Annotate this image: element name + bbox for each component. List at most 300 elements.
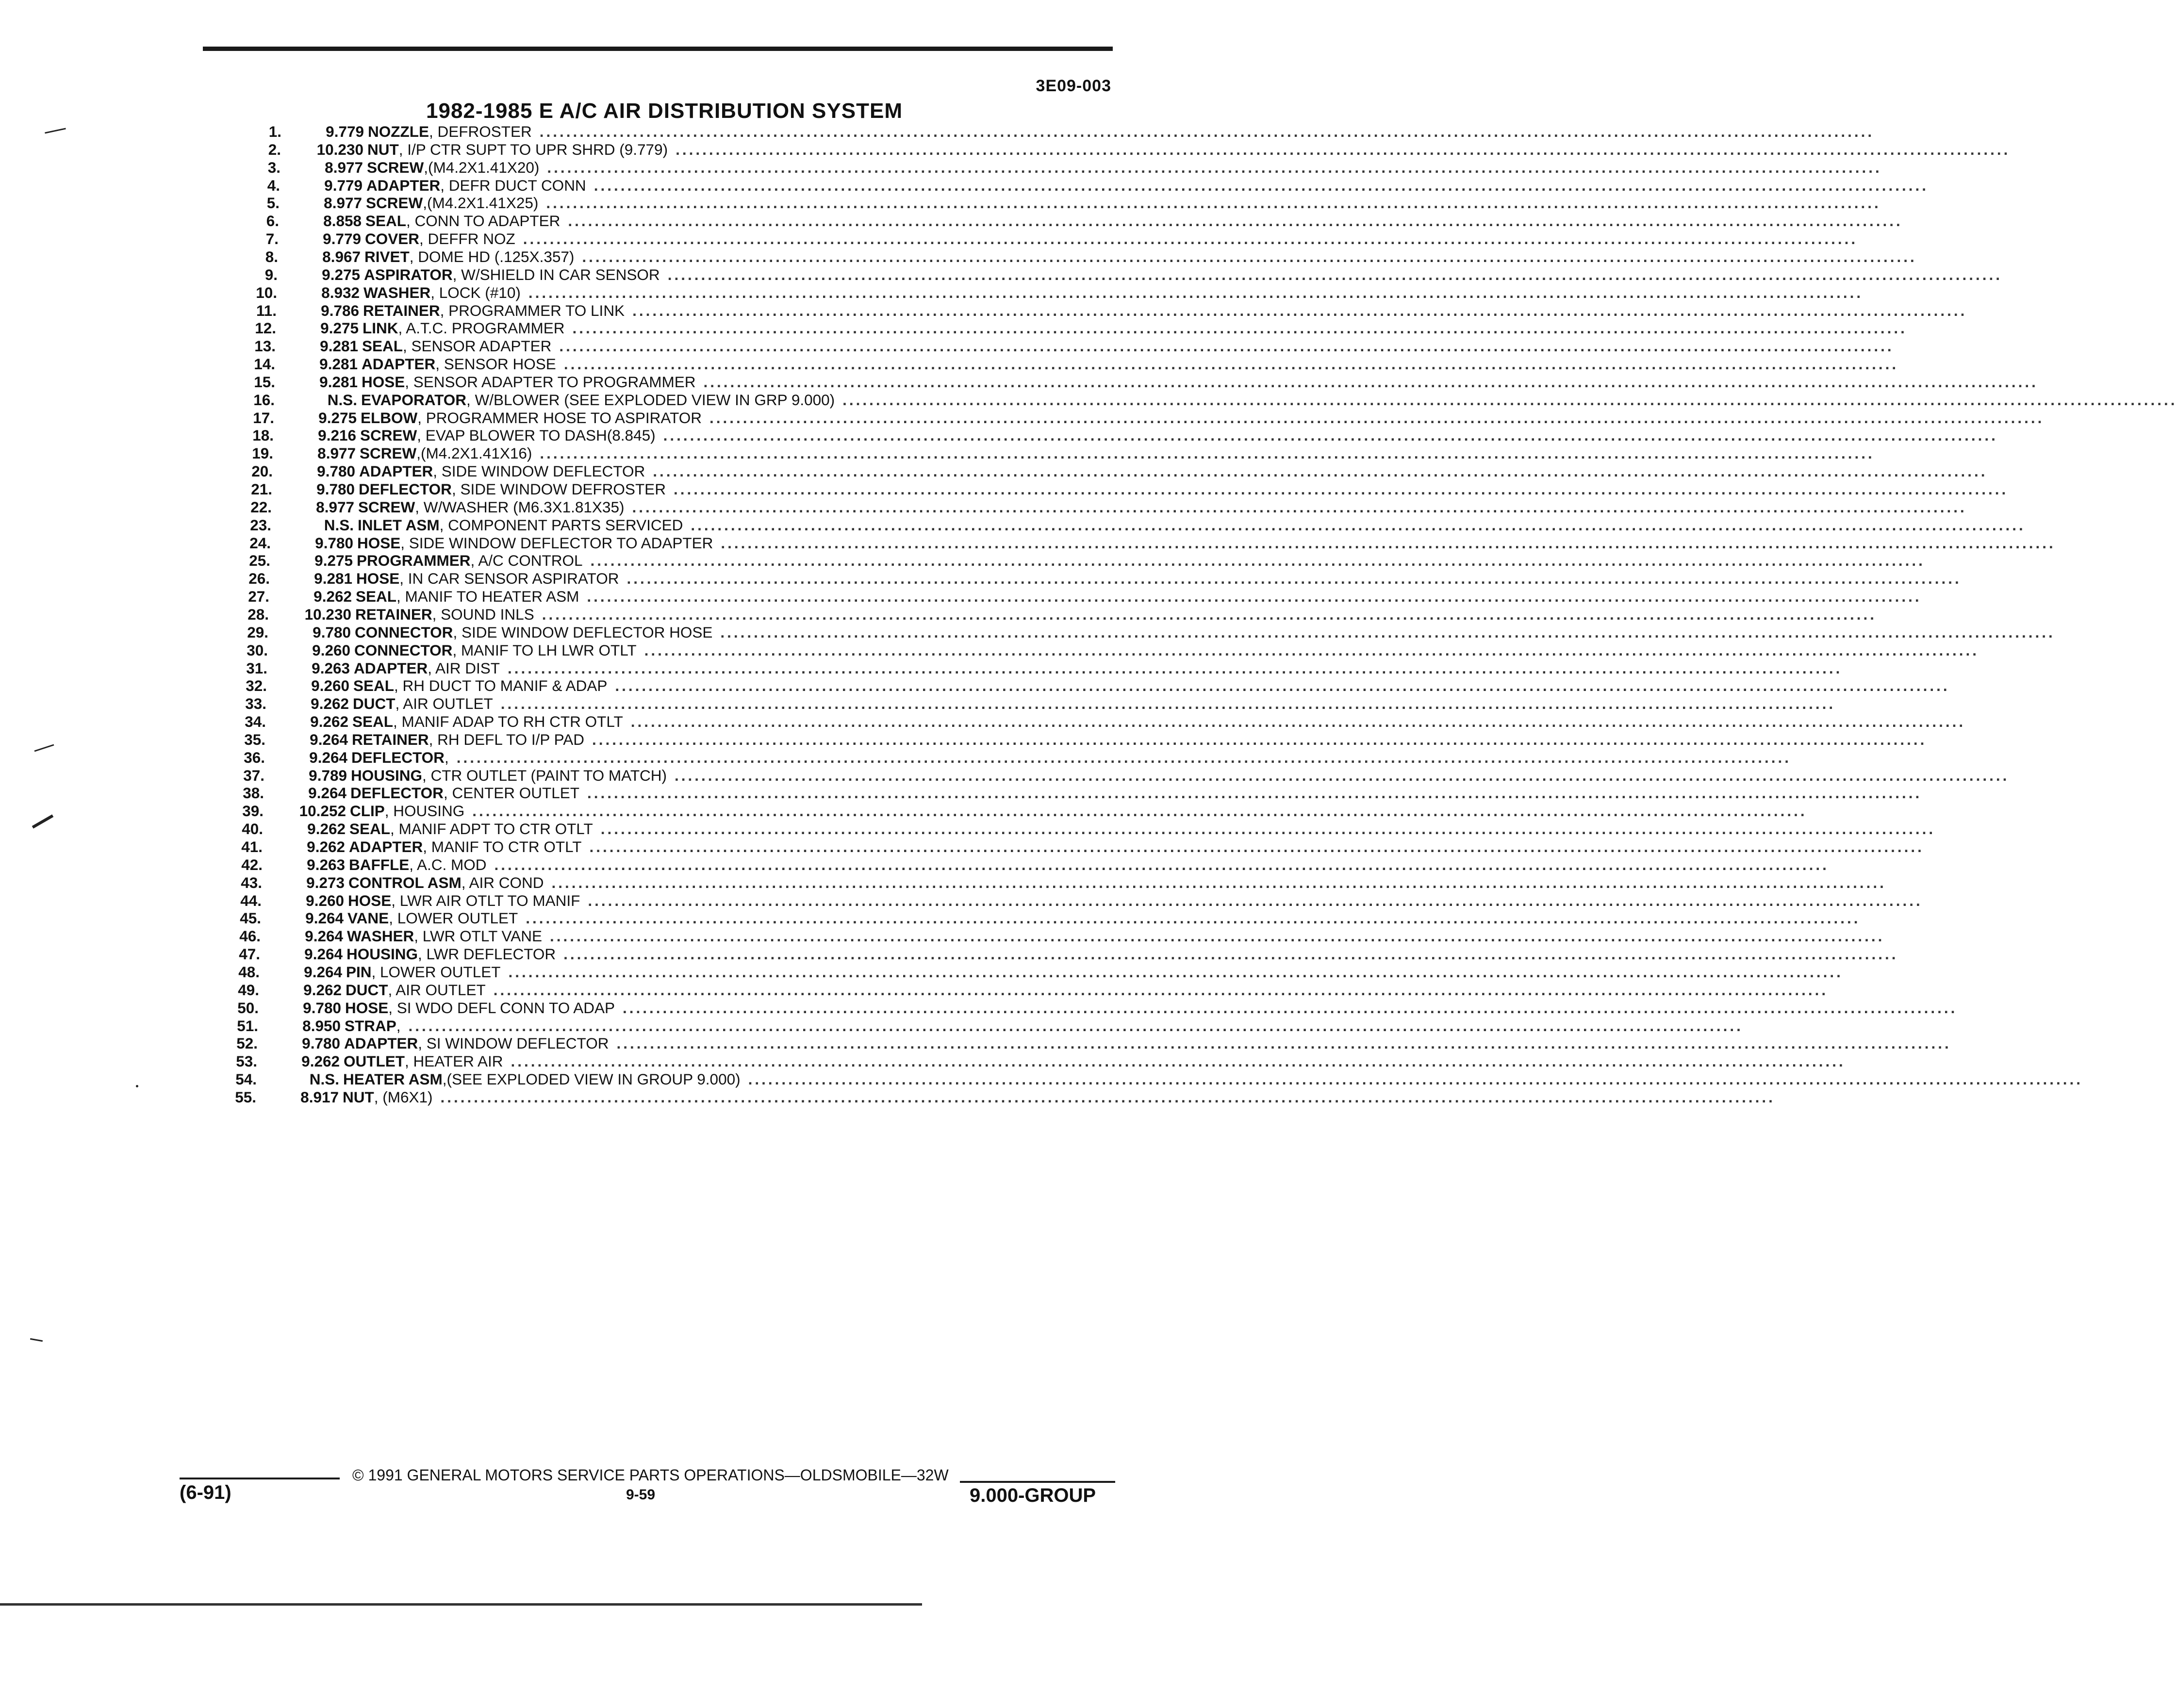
dot-leader: ........................................................................................................................................................................................................: [588, 892, 1923, 909]
group-label: 9.000-GROUP: [970, 1485, 1096, 1506]
part-name: RETAINER: [355, 606, 432, 623]
group-number: 9.779: [323, 230, 361, 247]
part-detail: , COMPONENT PARTS SERVICED: [439, 516, 683, 534]
dot-leader: ........................................................................................................................................................................................................: [627, 570, 1962, 587]
part-row: [0, 552, 1925, 570]
part-name: SEAL: [353, 677, 395, 694]
part-row: [0, 874, 1886, 892]
group-number: 9.780: [313, 624, 351, 641]
group-number: 8.977: [324, 194, 362, 212]
item-number: 16.: [253, 391, 275, 409]
part-description: [363, 302, 1967, 320]
dot-leader: ........................................................................................................................................................................................................: [632, 498, 1967, 516]
part-name: NUT: [343, 1088, 374, 1106]
part-row: [0, 248, 1917, 266]
item-number: 30.: [247, 641, 268, 659]
item-number: 17.: [253, 409, 274, 427]
part-row: [0, 999, 1958, 1017]
part-row: [0, 981, 1829, 999]
part-row: [0, 212, 1903, 230]
part-description: [356, 570, 1962, 588]
part-name: OUTLET: [344, 1052, 405, 1070]
part-name: HOSE: [345, 999, 389, 1017]
part-row: [0, 266, 2003, 284]
part-name: STRAP: [345, 1017, 396, 1035]
group-number: N.S.: [309, 1070, 339, 1088]
part-name: SEAL: [362, 337, 403, 355]
dot-leader: ........................................................................................................................................................................................................: [582, 248, 1917, 265]
part-detail: , SENSOR HOSE: [435, 355, 556, 373]
part-row: [0, 677, 1950, 695]
dot-leader: ........................................................................................................................................................................................................: [587, 784, 1922, 802]
part-detail: , LWR DEFLECTOR: [418, 945, 556, 963]
group-number: 9.273: [306, 874, 345, 891]
part-name: HEATER ASM: [343, 1070, 443, 1088]
part-name: HOUSING: [351, 767, 423, 784]
part-name: VANE: [347, 909, 389, 927]
dot-leader: ........................................................................................................................................................................................................: [663, 427, 1998, 444]
group-number: 9.264: [310, 731, 348, 748]
part-row: [0, 784, 1922, 802]
part-description: [366, 177, 1929, 195]
part-description: [351, 749, 1792, 767]
group-number: 8.977: [316, 498, 354, 516]
part-name: ASPIRATOR: [364, 266, 453, 283]
part-name: RIVET: [364, 248, 410, 265]
part-row: [0, 534, 2056, 552]
part-name: EVAPORATOR: [361, 391, 467, 409]
part-detail: , HEATER AIR: [405, 1052, 503, 1070]
part-detail: , A.C. MOD: [409, 856, 487, 873]
dot-leader: ........................................................................................................................................................................................................: [589, 838, 1924, 855]
group-number: 9.260: [306, 892, 344, 909]
part-detail: , AIR COND: [461, 874, 544, 891]
group-number: 8.917: [300, 1088, 339, 1106]
part-name: SCREW: [360, 427, 417, 444]
item-number: 53.: [236, 1052, 257, 1070]
part-description: [357, 534, 2056, 552]
item-number: 2.: [268, 141, 281, 158]
page-number: 9-59: [626, 1487, 656, 1503]
group-number: 9.262: [311, 695, 349, 712]
part-description: [367, 141, 2011, 159]
part-name: ADAPTER: [349, 838, 423, 855]
dot-leader: ........................................................................................................................................................................................................: [644, 641, 1979, 659]
dot-leader: ........................................................................................................................................................................................................: [600, 820, 1936, 838]
group-number: N.S.: [327, 391, 357, 409]
item-number: 51.: [237, 1017, 258, 1035]
part-description: [358, 516, 2026, 534]
part-row: [0, 123, 1875, 141]
item-number: 18.: [252, 427, 274, 444]
part-description: [349, 820, 1936, 838]
part-detail: , PROGRAMMER TO LINK: [440, 302, 625, 319]
item-number: 5.: [266, 194, 280, 212]
part-detail: , RH DUCT TO MANIF & ADAP: [394, 677, 608, 694]
part-description: [361, 391, 2177, 409]
dot-leader: ........................................................................................................................................................................................................: [632, 302, 1967, 319]
part-detail: , W/BLOWER (SEE EXPLODED VIEW IN GRP 9.000): [466, 391, 835, 409]
dot-leader: ........................................................................................................................................................................................................: [494, 856, 1829, 873]
group-number: 9.275: [318, 409, 357, 427]
dot-leader: ........................................................................................................................................................................................................: [709, 409, 2045, 427]
part-row: [0, 498, 1967, 516]
part-name: SCREW: [366, 194, 423, 212]
part-name: BAFFLE: [349, 856, 410, 873]
group-number: 8.967: [322, 248, 361, 265]
part-detail: , SI WINDOW DEFLECTOR: [418, 1035, 609, 1052]
part-description: [354, 659, 1843, 677]
part-description: [364, 248, 1917, 266]
dot-leader: ........................................................................................................................................................................................................: [563, 945, 1898, 963]
part-name: HOSE: [357, 534, 401, 552]
group-number: 9.264: [305, 927, 343, 945]
part-name: SEAL: [352, 713, 394, 730]
dot-leader: ........................................................................................................................................................................................................: [568, 212, 1903, 230]
dot-leader: ........................................................................................................................................................................................................: [675, 767, 2010, 784]
part-description: [365, 230, 1858, 248]
item-number: 15.: [254, 373, 275, 391]
group-number: 9.779: [326, 123, 364, 140]
part-description: [355, 606, 1877, 624]
part-name: ADAPTER: [354, 659, 428, 677]
item-number: 39.: [242, 802, 264, 820]
group-number: 9.262: [313, 588, 352, 605]
part-description: [358, 498, 1967, 516]
part-detail: , LWR OTLT VANE: [414, 927, 542, 945]
part-detail: , LOWER OUTLET: [389, 909, 518, 927]
part-detail: , SENSOR ADAPTER TO PROGRAMMER: [405, 373, 696, 391]
part-description: [360, 444, 1875, 462]
group-number: 9.216: [318, 427, 356, 444]
dot-leader: ........................................................................................................................................................................................................: [615, 677, 1950, 694]
part-row: [0, 373, 2038, 391]
part-row: [0, 516, 2026, 534]
part-name: HOSE: [362, 373, 405, 391]
group-number: 9.780: [315, 534, 353, 552]
group-number: 9.263: [307, 856, 345, 873]
part-description: [347, 927, 1885, 945]
part-name: PROGRAMMER: [357, 552, 471, 569]
part-description: [359, 462, 1988, 480]
part-name: SEAL: [349, 820, 391, 838]
item-number: 49.: [238, 981, 259, 999]
dot-leader: ........................................................................................................................................................................................................: [493, 981, 1829, 999]
group-number: 9.264: [308, 784, 346, 802]
part-row: [0, 838, 1924, 856]
scan-mark: [30, 1338, 43, 1342]
part-detail: , RH DEFL TO I/P PAD: [429, 731, 585, 748]
top-rule: [203, 47, 1113, 51]
group-number: 9.275: [314, 552, 353, 569]
part-name: RETAINER: [363, 302, 440, 319]
document-code: 3E09-003: [1036, 77, 1111, 95]
part-description: [346, 963, 1843, 981]
dot-leader: ........................................................................................................................................................................................................: [526, 909, 1861, 927]
part-detail: , LWR AIR OTLT TO MANIF: [391, 892, 580, 909]
part-row: [0, 695, 1836, 713]
group-number: 9.780: [303, 999, 341, 1017]
part-detail: , SIDE WINDOW DEFLECTOR: [433, 462, 645, 480]
group-number: 9.260: [312, 641, 350, 659]
part-detail: , (M6X1): [374, 1088, 433, 1106]
item-number: 54.: [235, 1070, 257, 1088]
dot-leader: ........................................................................................................................................................................................................: [540, 444, 1875, 462]
item-number: 40.: [242, 820, 263, 838]
part-row: [0, 641, 1979, 659]
dot-leader: ........................................................................................................................................................................................................: [721, 534, 2056, 552]
dot-leader: ........................................................................................................................................................................................................: [594, 177, 1929, 194]
part-name: DEFLECTOR: [359, 480, 452, 498]
group-number: 8.950: [302, 1017, 341, 1035]
group-number: 9.260: [311, 677, 349, 694]
part-description: [351, 767, 2010, 785]
part-detail: , MANIF TO CTR OTLT: [423, 838, 582, 855]
part-name: DEFLECTOR: [351, 749, 445, 766]
part-row: [0, 909, 1861, 927]
part-name: WASHER: [347, 927, 414, 945]
part-description: [344, 1052, 1846, 1070]
group-number: 9.262: [301, 1052, 340, 1070]
item-number: 41.: [241, 838, 263, 855]
part-row: [0, 606, 1877, 624]
item-number: 25.: [249, 552, 270, 569]
part-detail: , DEFFR NOZ: [419, 230, 515, 247]
part-row: [0, 177, 1929, 195]
item-number: 42.: [241, 856, 263, 873]
part-detail: , DOME HD (.125X.357): [409, 248, 575, 265]
dot-leader: ........................................................................................................................................................................................................: [667, 266, 2003, 283]
part-detail: , AIR OUTLET: [388, 981, 486, 999]
part-name: DUCT: [353, 695, 396, 712]
item-number: 9.: [264, 266, 278, 283]
part-row: [0, 624, 2055, 641]
dot-leader: ........................................................................................................................................................................................................: [547, 159, 1882, 176]
item-number: 55.: [235, 1088, 256, 1106]
part-description: [362, 373, 2038, 391]
part-row: [0, 945, 1898, 963]
item-number: 24.: [249, 534, 271, 552]
part-detail: , PROGRAMMER HOSE TO ASPIRATOR: [417, 409, 702, 427]
dot-leader: ........................................................................................................................................................................................................: [563, 355, 1899, 373]
item-number: 8.: [265, 248, 278, 265]
item-number: 12.: [255, 319, 276, 337]
item-number: 26.: [248, 570, 270, 587]
group-number: N.S.: [324, 516, 354, 534]
part-description: [344, 1035, 1951, 1052]
part-description: [362, 337, 1894, 355]
dot-leader: ........................................................................................................................................................................................................: [703, 373, 2038, 391]
part-detail: , MANIF ADPT TO CTR OTLT: [390, 820, 593, 838]
group-number: 9.264: [305, 909, 344, 927]
part-description: [353, 677, 1950, 695]
part-description: [353, 695, 1836, 713]
dot-leader: ........................................................................................................................................................................................................: [472, 802, 1807, 820]
dot-leader: ........................................................................................................................................................................................................: [456, 749, 1792, 766]
part-name: HOSE: [356, 570, 400, 587]
item-number: 33.: [245, 695, 266, 712]
part-detail: ,: [444, 749, 449, 766]
group-number: 9.780: [317, 462, 355, 480]
part-row: [0, 767, 2010, 785]
group-number: 9.786: [321, 302, 359, 319]
item-number: 6.: [266, 212, 279, 230]
group-number: 9.262: [307, 820, 346, 838]
item-number: 14.: [254, 355, 275, 373]
part-detail: , CENTER OUTLET: [443, 784, 579, 802]
part-description: [368, 123, 1875, 141]
part-detail: , CTR OUTLET (PAINT TO MATCH): [422, 767, 667, 784]
footer-rule-right: [960, 1481, 1115, 1483]
part-description: [343, 1070, 2083, 1088]
item-number: 35.: [244, 731, 265, 748]
part-detail: , LOCK (#10): [430, 284, 521, 301]
group-number: 9.789: [309, 767, 347, 784]
group-number: 8.977: [317, 444, 356, 462]
dot-leader: ........................................................................................................................................................................................................: [539, 123, 1875, 140]
group-number: 8.977: [325, 159, 363, 176]
dot-leader: ........................................................................................................................................................................................................: [691, 516, 2026, 534]
part-description: [348, 874, 1886, 892]
part-row: [0, 159, 1882, 177]
part-row: [0, 570, 1962, 588]
part-name: SEAL: [365, 212, 407, 230]
part-description: [346, 981, 1829, 999]
part-row: [0, 1088, 1775, 1106]
part-name: INLET ASM: [358, 516, 440, 534]
item-number: 13.: [254, 337, 276, 355]
part-row: [0, 820, 1936, 838]
group-number: 9.264: [309, 749, 347, 766]
part-name: PIN: [346, 963, 372, 981]
group-number: 9.779: [324, 177, 363, 194]
part-detail: , EVAP BLOWER TO DASH(8.845): [417, 427, 656, 444]
item-number: 50.: [237, 999, 259, 1017]
part-description: [361, 409, 2045, 427]
footer-rule-left: [180, 1478, 340, 1479]
part-row: [0, 1052, 1846, 1070]
part-row: [0, 230, 1858, 248]
part-row: [0, 749, 1792, 767]
part-description: [360, 427, 1998, 444]
item-number: 1.: [268, 123, 281, 140]
part-row: [0, 409, 2045, 427]
item-number: 45.: [240, 909, 261, 927]
dot-leader: ........................................................................................................................................................................................................: [673, 480, 2009, 498]
part-name: ELBOW: [361, 409, 418, 427]
part-row: [0, 588, 1922, 606]
group-number: 9.262: [307, 838, 345, 855]
part-row: [0, 444, 1875, 462]
part-detail: , SENSOR ADAPTER: [403, 337, 552, 355]
part-description: [357, 552, 1925, 570]
dot-leader: ........................................................................................................................................................................................................: [508, 659, 1843, 677]
part-detail: , MANIF TO HEATER ASM: [396, 588, 579, 605]
part-row: [0, 713, 1966, 731]
part-row: [0, 194, 1881, 212]
item-number: 44.: [240, 892, 262, 909]
group-number: 9.263: [312, 659, 350, 677]
item-number: 22.: [250, 498, 272, 516]
part-row: [0, 802, 1807, 820]
group-number: 10.230: [316, 141, 363, 158]
part-description: [362, 355, 1899, 373]
part-description: [366, 194, 1881, 212]
part-detail: , DEFROSTER: [429, 123, 532, 140]
dot-leader: ........................................................................................................................................................................................................: [408, 1017, 1743, 1035]
item-number: 37.: [243, 767, 264, 784]
item-number: 28.: [247, 606, 269, 623]
part-description: [364, 266, 2003, 284]
part-description: [349, 856, 1829, 874]
dot-leader: ........................................................................................................................................................................................................: [616, 1035, 1951, 1052]
part-detail: , W/SHIELD IN CAR SENSOR: [452, 266, 660, 283]
dot-leader: ........................................................................................................................................................................................................: [590, 552, 1925, 569]
dot-leader: ........................................................................................................................................................................................................: [542, 606, 1877, 623]
part-name: CONNECTOR: [354, 641, 453, 659]
part-detail: ,(M4.2X1.41X20): [424, 159, 540, 176]
dot-leader: ........................................................................................................................................................................................................: [528, 284, 1864, 301]
part-row: [0, 1035, 1951, 1052]
item-number: 19.: [252, 444, 273, 462]
dot-leader: ........................................................................................................................................................................................................: [523, 230, 1858, 247]
item-number: 47.: [239, 945, 260, 963]
part-name: DUCT: [346, 981, 388, 999]
part-row: [0, 963, 1843, 981]
item-number: 34.: [245, 713, 266, 730]
item-number: 36.: [244, 749, 265, 766]
bottom-rule: [0, 1603, 922, 1606]
part-name: SCREW: [360, 444, 417, 462]
scan-mark: [136, 1085, 138, 1087]
group-number: 9.281: [319, 373, 358, 391]
dot-leader: ........................................................................................................................................................................................................: [546, 194, 1881, 212]
part-name: HOSE: [348, 892, 392, 909]
part-detail: , SIDE WINDOW DEFLECTOR TO ADAPTER: [400, 534, 713, 552]
part-name: NOZZLE: [368, 123, 429, 140]
part-detail: , LOWER OUTLET: [371, 963, 501, 981]
part-name: CONTROL ASM: [348, 874, 462, 891]
item-number: 29.: [247, 624, 268, 641]
dot-leader: ........................................................................................................................................................................................................: [511, 1052, 1846, 1070]
group-number: 9.262: [310, 713, 348, 730]
part-name: ADAPTER: [344, 1035, 418, 1052]
part-detail: , MANIF ADAP TO RH CTR OTLT: [393, 713, 623, 730]
part-name: DEFLECTOR: [350, 784, 444, 802]
part-row: [0, 337, 1894, 355]
item-number: 43.: [241, 874, 262, 891]
dot-leader: ........................................................................................................................................................................................................: [720, 624, 2055, 641]
dot-leader: ........................................................................................................................................................................................................: [559, 337, 1894, 355]
part-description: [346, 945, 1898, 963]
part-description: [348, 892, 1923, 910]
part-row: [0, 1017, 1743, 1035]
dot-leader: ........................................................................................................................................................................................................: [587, 588, 1922, 605]
dot-leader: ........................................................................................................................................................................................................: [592, 731, 1927, 748]
part-description: [345, 999, 1958, 1017]
group-number: 9.780: [302, 1035, 340, 1052]
part-detail: , SIDE WINDOW DEFLECTOR HOSE: [453, 624, 713, 641]
part-detail: , AIR DIST: [428, 659, 500, 677]
part-description: [363, 284, 1864, 302]
item-number: 23.: [250, 516, 271, 534]
page-title: 1982-1985 E A/C AIR DISTRIBUTION SYSTEM: [426, 99, 903, 123]
part-row: [0, 427, 1998, 444]
footer-date: (6-91): [180, 1482, 231, 1503]
dot-leader: ........................................................................................................................................................................................................: [551, 874, 1886, 891]
part-description: [354, 641, 1979, 659]
part-detail: , SOUND INLS: [432, 606, 534, 623]
